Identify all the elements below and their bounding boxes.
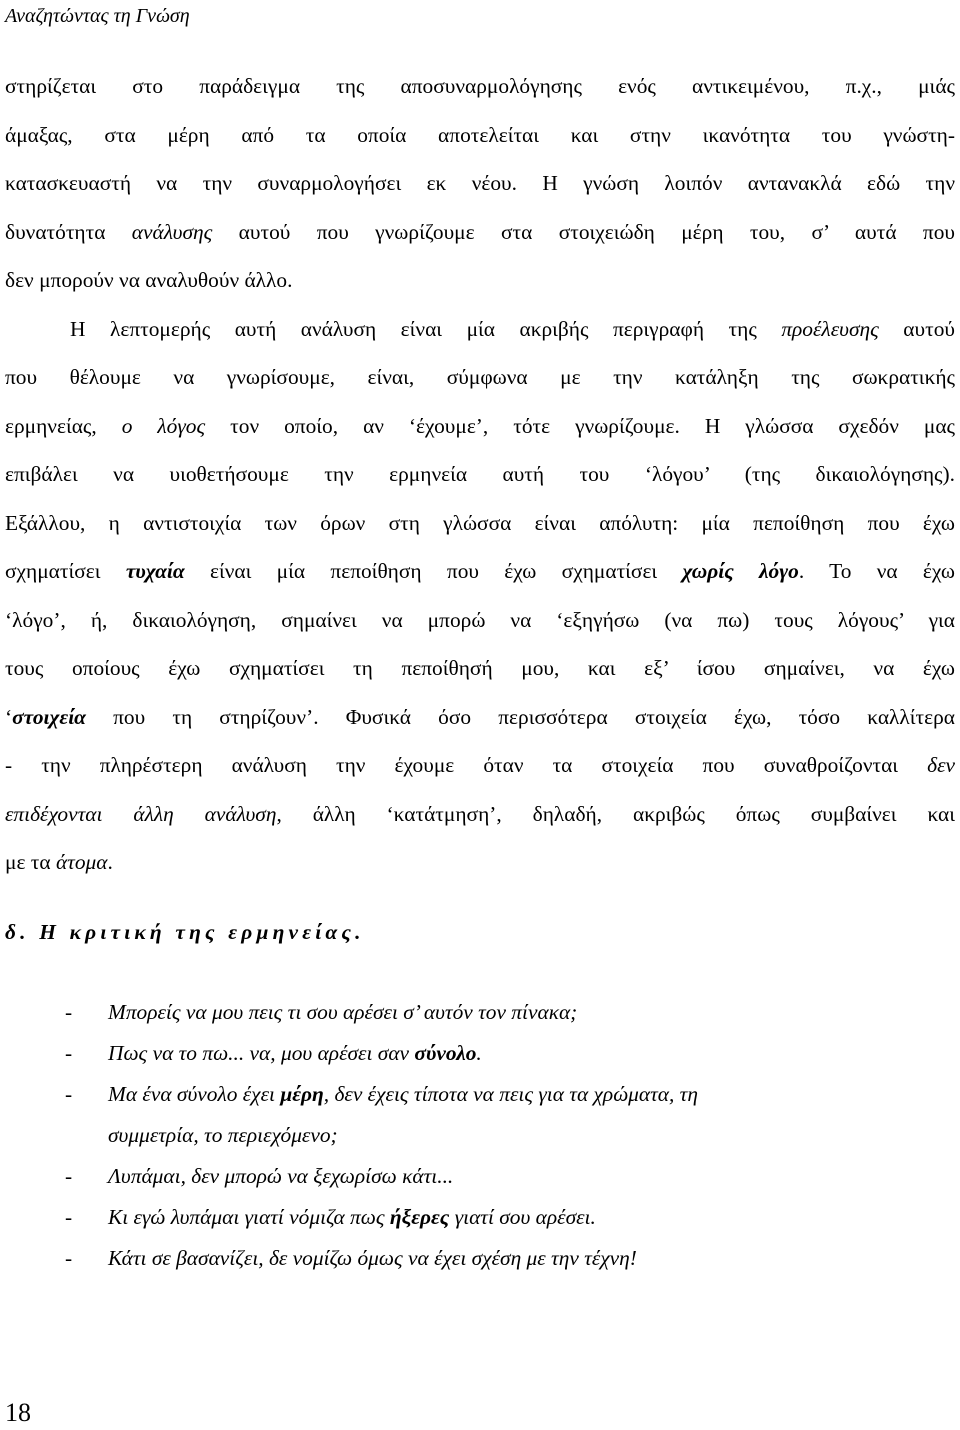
emphasis-random: τυχαία [125, 559, 185, 583]
dialogue-text: Μπορείς να μου πεις τι σου αρέσει σ’ αυτόν τον πίνακα; [108, 1000, 578, 1024]
text-run: αυτού [878, 316, 955, 341]
text-line: τους οποίους έχω σχηματίσει τη πεποίθησή μου, και εξ’ ίσου σημαίνει, να έχω [5, 656, 955, 680]
emphasis-knew: ήξερες [389, 1205, 450, 1229]
dialogue-dash: - [65, 1082, 73, 1106]
text-run: σχηματίσει [5, 559, 126, 583]
text-run: τον οποίο, αν ‘έχουμε’, τότε γνωρίζουμε. Η γλώσσα σχεδόν μας [205, 413, 956, 438]
text-line [5, 693, 955, 742]
emphasis-no-further-analysis: επιδέχονται άλλη ανάλυση [5, 801, 277, 826]
text-line [5, 305, 955, 354]
text-run: Πως να το πω... να, μου αρέσει σαν [108, 1041, 415, 1065]
dialogue-text [108, 1074, 698, 1115]
dialogue-text [108, 1197, 596, 1238]
text-run: Η λεπτομερής αυτή ανάλυση είναι μία ακριβής περιγραφή της [70, 316, 782, 341]
text-line [5, 208, 955, 257]
dialogue-line [0, 1238, 960, 1279]
emphasis-not: δεν [927, 753, 955, 777]
text-line: ‘λόγο’, ή, δικαιολόγηση, σημαίνει να μπορώ να ‘εξηγήσω (να πω) τους λόγους’ για [5, 607, 955, 632]
emphasis-evidence: στοιχεία [12, 704, 86, 729]
emphasis-logos: ο λόγος [121, 413, 206, 438]
text-line [5, 402, 955, 451]
dialogue-dash: - [65, 1000, 73, 1024]
emphasis-parts: μέρη [280, 1082, 324, 1106]
dialogue-text: Κάτι σε βασανίζει, δε νομίζω όμως να έχει σχέση με την τέχνη! [108, 1246, 637, 1270]
text-run: . Το να έχω [798, 559, 955, 583]
emphasis-atoms: άτομα [55, 850, 108, 874]
dialogue-dash: - [65, 1246, 73, 1270]
dialogue-line [0, 1033, 960, 1074]
text-line: άμαξας, στα μέρη από τα οποία αποτελείται και στην ικανότητα του γνώστη- [5, 122, 955, 147]
body-text [5, 62, 955, 887]
emphasis-without-reason: χωρίς λόγο [682, 559, 799, 583]
text-run: είναι μία πεποίθηση που έχω σχηματίσει [184, 559, 683, 583]
text-line [5, 547, 955, 596]
dialogue-line [0, 1156, 960, 1197]
text-run: - την πληρέστερη ανάλυση την έχουμε όταν τα στοιχεία που συναθροίζονται [5, 753, 928, 777]
dialogue-line [0, 992, 960, 1033]
text-run: Κι εγώ λυπάμαι γιατί νόμιζα πως [108, 1205, 390, 1229]
text-run: γιατί σου αρέσει. [449, 1205, 596, 1229]
dialogue-dash: - [65, 1164, 73, 1188]
text-run: αυτού που γνωρίζουμε στα στοιχειώδη μέρη του, σ’ αυτά που [212, 219, 955, 244]
emphasis-whole: σύνολο [414, 1041, 477, 1065]
dialogue-text: συμμετρία, το περιεχόμενο; [108, 1123, 338, 1147]
text-line: κατασκευαστή να την συναρμολογήσει εκ νέου. Η γνώση λοιπόν αντανακλά εδώ την [5, 171, 955, 195]
text-line: Εξάλλου, η αντιστοιχία των όρων στη γλώσσα είναι απόλυτη: μία πεποίθηση που έχω [5, 510, 955, 535]
dialogue-text [108, 1033, 482, 1074]
text-run: ‘ [5, 704, 13, 729]
dialogue-line-continued [0, 1115, 960, 1156]
text-line: που θέλουμε να γνωρίσουμε, είναι, σύμφωνα με την κατάληξη της σωκρατικής [5, 365, 955, 389]
text-run: ερμηνείας, [5, 413, 122, 438]
text-line: επιβάλει να υιοθετήσουμε την ερμηνεία αυτή του ‘λόγου’ (της δικαιολόγησης). [5, 462, 955, 486]
text-run: , δεν έχεις τίποτα να πεις για τα χρώματα, τη [323, 1082, 698, 1106]
dialogue-line [0, 1074, 960, 1115]
text-run: . [476, 1041, 482, 1065]
text-line: στηρίζεται στο παράδειγμα της αποσυναρμολόγησης ενός αντικειμένου, π.χ., μιάς [5, 74, 955, 98]
text-line: δεν μπορούν να αναλυθούν άλλο. [5, 268, 293, 292]
dialogue-line [0, 1197, 960, 1238]
dialogue-text: Λυπάμαι, δεν μπορώ να ξεχωρίσω κάτι... [108, 1164, 454, 1188]
text-run: , άλλη ‘κατάτμηση’, δηλαδή, ακριβώς όπως συμβαίνει και [276, 801, 955, 826]
text-line [5, 838, 955, 887]
dialogue-dash: - [65, 1205, 73, 1229]
running-header: Αναζητώντας τη Γνώση [5, 5, 190, 27]
text-run: με τα [5, 850, 56, 874]
text-run: δυνατότητα [5, 219, 132, 244]
text-line [5, 741, 955, 790]
text-run: Μα ένα σύνολο έχει [108, 1082, 281, 1106]
emphasis-analysis: ανάλυσης [131, 219, 213, 244]
page-number: 18 [5, 1398, 31, 1427]
text-line [5, 790, 955, 839]
dialogue-dash: - [65, 1041, 73, 1065]
text-run: που τη στηρίζουν’. Φυσικά όσο περισσότερα στοιχεία έχω, τόσο καλλίτερα [85, 704, 955, 729]
emphasis-origin: προέλευσης [781, 316, 879, 341]
section-heading: δ. Η κριτική της ερμηνείας. [5, 920, 365, 944]
dialogue-list [0, 992, 960, 1279]
text-run: . [107, 850, 113, 874]
